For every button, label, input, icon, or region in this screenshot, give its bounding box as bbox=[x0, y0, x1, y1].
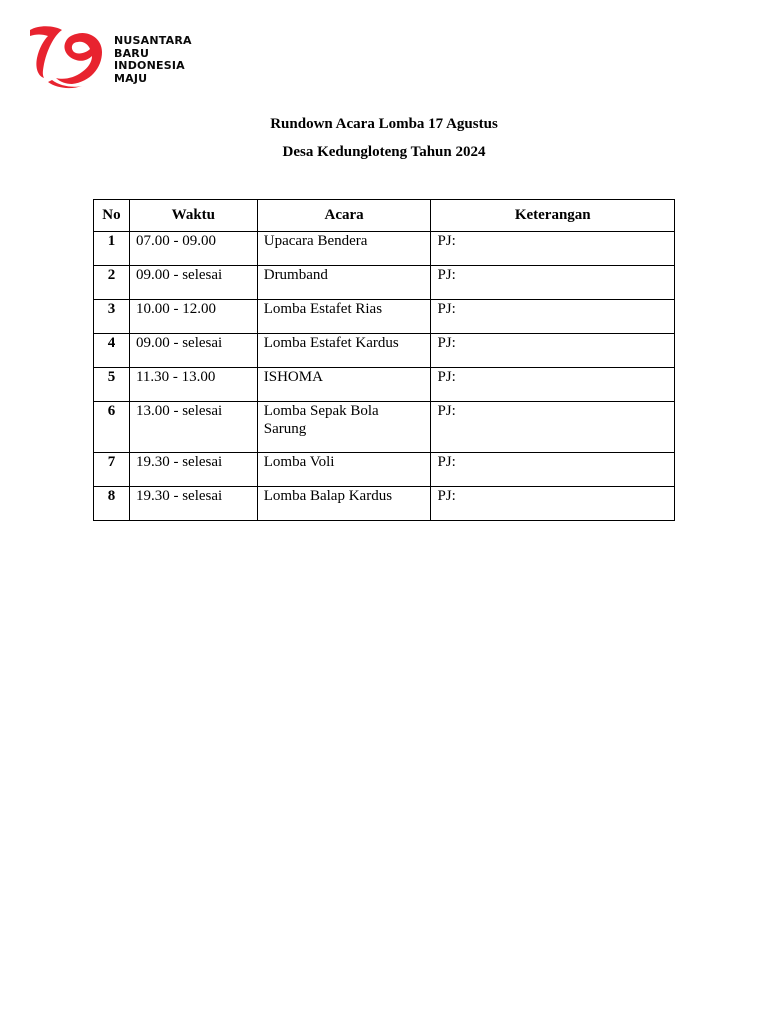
column-header-no: No bbox=[94, 200, 130, 232]
table-row bbox=[94, 487, 675, 521]
table-row bbox=[94, 300, 675, 334]
cell-waktu: 09.00 - selesai bbox=[129, 266, 257, 300]
cell-no: 5 bbox=[94, 368, 130, 402]
cell-waktu: 11.30 - 13.00 bbox=[129, 368, 257, 402]
logo-line: NUSANTARA bbox=[114, 34, 192, 47]
cell-no: 3 bbox=[94, 300, 130, 334]
cell-no: 6 bbox=[94, 402, 130, 453]
table-row bbox=[94, 334, 675, 368]
cell-keterangan: PJ: bbox=[431, 300, 675, 334]
table-row bbox=[94, 402, 675, 453]
column-header-keterangan: Keterangan bbox=[431, 200, 675, 232]
cell-waktu: 19.30 - selesai bbox=[129, 453, 257, 487]
cell-acara: Lomba Estafet Kardus bbox=[257, 334, 431, 368]
logo-line: INDONESIA bbox=[114, 59, 185, 72]
cell-keterangan: PJ: bbox=[431, 368, 675, 402]
cell-keterangan: PJ: bbox=[431, 266, 675, 300]
cell-waktu: 13.00 - selesai bbox=[129, 402, 257, 453]
cell-acara: Lomba Sepak Bola Sarung bbox=[257, 402, 431, 453]
cell-no: 4 bbox=[94, 334, 130, 368]
cell-keterangan: PJ: bbox=[431, 232, 675, 266]
table-row bbox=[94, 266, 675, 300]
cell-keterangan: PJ: bbox=[431, 487, 675, 521]
cell-no: 7 bbox=[94, 453, 130, 487]
logo-line: MAJU bbox=[114, 71, 148, 85]
cell-waktu: 19.30 - selesai bbox=[129, 487, 257, 521]
document-subtitle: Desa Kedungloteng Tahun 2024 bbox=[282, 144, 486, 160]
cell-keterangan: PJ: bbox=[431, 402, 675, 453]
cell-acara: Drumband bbox=[257, 266, 431, 300]
logo-line: BARU bbox=[114, 46, 150, 60]
cell-acara: Lomba Estafet Rias bbox=[257, 300, 431, 334]
cell-no: 2 bbox=[94, 266, 130, 300]
cell-no: 8 bbox=[94, 487, 130, 521]
cell-acara: ISHOMA bbox=[257, 368, 431, 402]
cell-keterangan: PJ: bbox=[431, 453, 675, 487]
cell-acara: Lomba Voli bbox=[257, 453, 431, 487]
rundown-table bbox=[93, 199, 675, 521]
cell-waktu: 09.00 - selesai bbox=[129, 334, 257, 368]
document-title: Rundown Acara Lomba 17 Agustus bbox=[270, 116, 498, 132]
cell-no: 1 bbox=[94, 232, 130, 266]
table-header-row bbox=[94, 200, 675, 232]
cell-keterangan: PJ: bbox=[431, 334, 675, 368]
table-row bbox=[94, 368, 675, 402]
cell-acara: Upacara Bendera bbox=[257, 232, 431, 266]
logo-text bbox=[114, 35, 192, 85]
cell-waktu: 07.00 - 09.00 bbox=[129, 232, 257, 266]
cell-waktu: 10.00 - 12.00 bbox=[129, 300, 257, 334]
column-header-acara: Acara bbox=[257, 200, 431, 232]
table-row bbox=[94, 453, 675, 487]
column-header-waktu: Waktu bbox=[129, 200, 257, 232]
cell-acara: Lomba Balap Kardus bbox=[257, 487, 431, 521]
table-row bbox=[94, 232, 675, 266]
hut-ri-79-logo-icon bbox=[26, 24, 110, 90]
logo bbox=[26, 24, 216, 94]
